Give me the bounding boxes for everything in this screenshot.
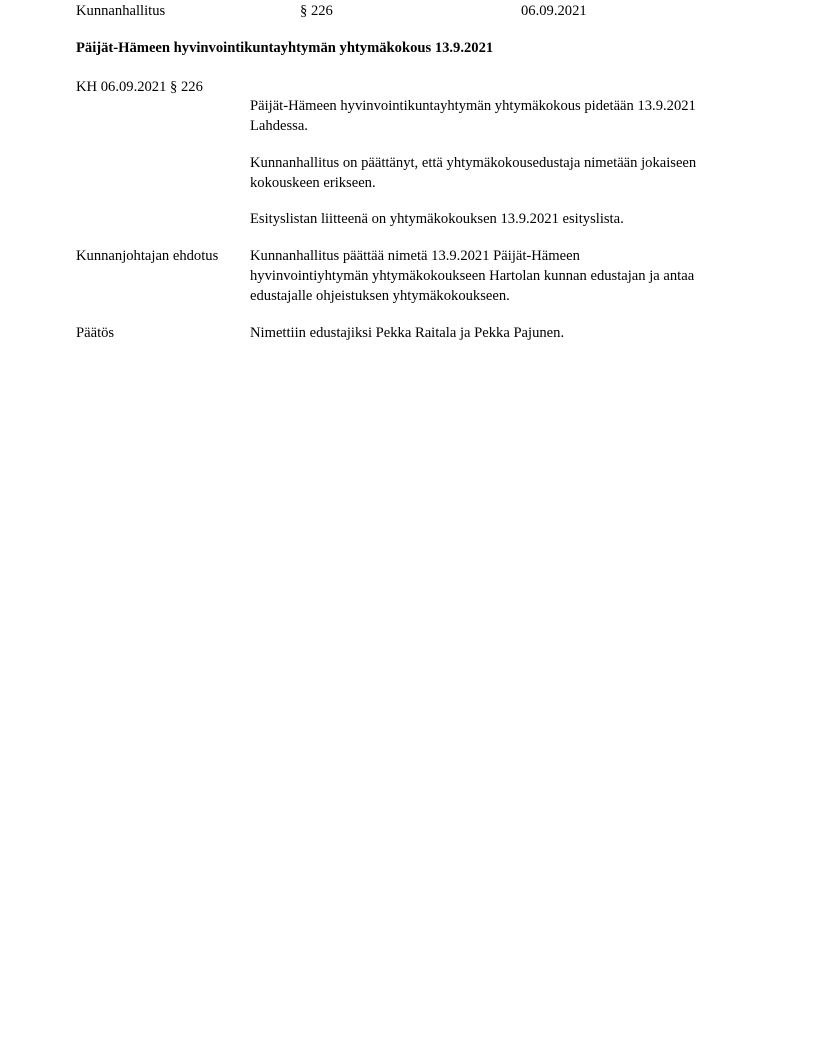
proposal-text bbox=[250, 246, 750, 306]
decision-text: Nimettiin edustajiksi Pekka Raitala ja Pekka Pajunen. bbox=[250, 325, 565, 341]
decision-label: Päätös bbox=[76, 325, 115, 341]
preparation-paragraph-2-line-2: kokouskeen erikseen. bbox=[250, 175, 376, 191]
preparation-paragraph-1-line-1: Päijät-Hämeen hyvinvointikuntayhtymän yhtymäkokous pidetään 13.9.2021 bbox=[250, 98, 696, 114]
preparation-paragraph-2 bbox=[250, 153, 750, 193]
proposal-line-3: edustajalle ohjeistuksen yhtymäkokoukseen. bbox=[250, 288, 510, 304]
proposal-line-1: Kunnanhallitus päättää nimetä 13.9.2021 Päijät-Hämeen bbox=[250, 248, 580, 264]
header-organ: Kunnanhallitus bbox=[76, 3, 166, 19]
proposal-label: Kunnanjohtajan ehdotus bbox=[76, 248, 219, 264]
preparation-paragraph-3-line-1: Esityslistan liitteenä on yhtymäkokouksen 13.9.2021 esityslista. bbox=[250, 211, 624, 227]
header-section: § 226 bbox=[300, 3, 333, 19]
preparation-paragraph-2-line-1: Kunnanhallitus on päättänyt, että yhtymäkokousedustaja nimetään jokaiseen bbox=[250, 155, 697, 171]
meeting-reference: KH 06.09.2021 § 226 bbox=[76, 79, 203, 95]
proposal-line-2: hyvinvointiyhtymän yhtymäkokoukseen Hartolan kunnan edustajan ja antaa bbox=[250, 268, 695, 284]
preparation-paragraph-1-line-2: Lahdessa. bbox=[250, 118, 308, 134]
preparation-paragraph-3 bbox=[250, 209, 750, 229]
preparation-paragraph-1 bbox=[250, 96, 750, 136]
header-date: 06.09.2021 bbox=[521, 3, 587, 19]
document-title: Päijät-Hämeen hyvinvointikuntayhtymän yhtymäkokous 13.9.2021 bbox=[76, 40, 494, 56]
